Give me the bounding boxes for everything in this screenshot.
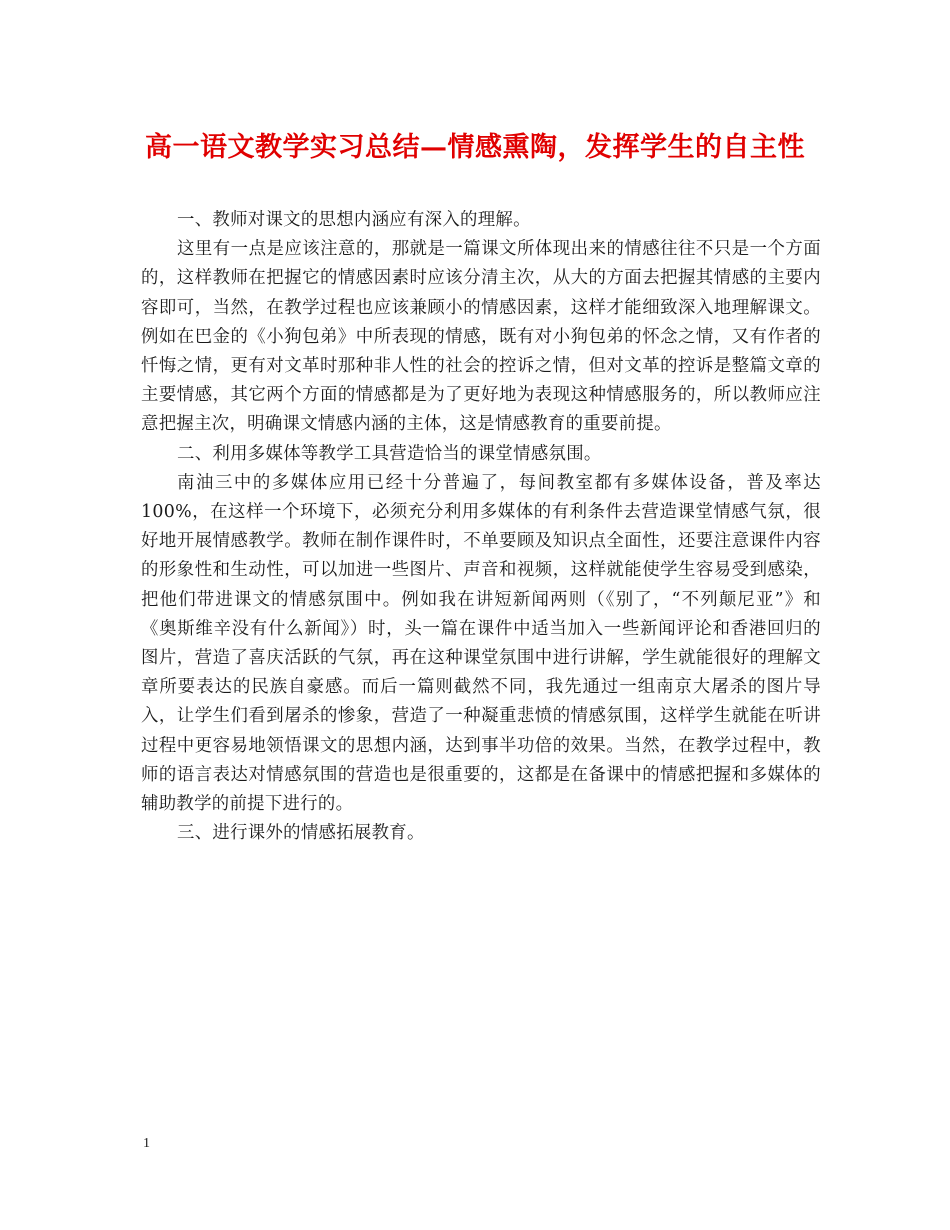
page-number: 1 [143, 1136, 150, 1151]
paragraph-1: 这里有一点是应该注意的，那就是一篇课文所体现出来的情感往往不只是一个方面的，这样教师在把握它的情感因素时应该分清主次，从大的方面去把握其情感的主要内容即可，当然，在教学过程也应该兼顾小的情感因素，这样才能细致深入地理解课文。例如在巴金的《小狗包弟》中所表现的情感，既有对小狗包弟的怀念之情，又有作者的忏悔之情，更有对文革时那种非人性的社会的控诉之情，但对文革的控诉是整篇文章的主要情感，其它两个方面的情感都是为了更好地为表现这种情感服务的，所以教师应注意把握主次，明确课文情感内涵的主体，这是情感教育的重要前提。 [141, 239, 821, 435]
paragraph-heading-3: 三、进行课外的情感拓展教育。 [177, 823, 425, 844]
paragraph-2: 南油三中的多媒体应用已经十分普遍了，每间教室都有多媒体设备，普及率达100%，在这样一个环境下，必须充分利用多媒体的有利条件去营造课堂情感气氛，很好地开展情感教学。教师在制作课件时，不单要顾及知识点全面性，还要注意课件内容的形象性和生动性，可以加进一些图片、声音和视频，这样就能使学生容易受到感染，把他们带进课文的情感氛围中。例如我在讲短新闻两则（《别了，“不列颠尼亚”》和《奥斯维辛没有什么新闻》）时，头一篇在课件中适当加入一些新闻评论和香港回归的图片，营造了喜庆活跃的气氛，再在这种课堂氛围中进行讲解，学生就能很好的理解文章所要表达的民族自豪感。而后一篇则截然不同，我先通过一组南京大屠杀的图片导入，让学生们看到屠杀的惨象，营造了一种凝重悲愤的情感氛围，这样学生就能在听讲过程中更容易地领悟课文的思想内涵，达到事半功倍的效果。当然，在教学过程中，教师的语言表达对情感氛围的营造也是很重要的，这都是在备课中的情感把握和多媒体的辅助教学的前提下进行的。 [141, 472, 821, 815]
document-title: 高一语文教学实习总结—情感熏陶，发挥学生的自主性 [145, 132, 805, 163]
paragraph-heading-2: 二、利用多媒体等教学工具营造恰当的课堂情感氛围。 [177, 443, 602, 464]
paragraph-heading-1: 一、教师对课文的思想内涵应有深入的理解。 [177, 210, 531, 230]
document-body [141, 206, 821, 848]
